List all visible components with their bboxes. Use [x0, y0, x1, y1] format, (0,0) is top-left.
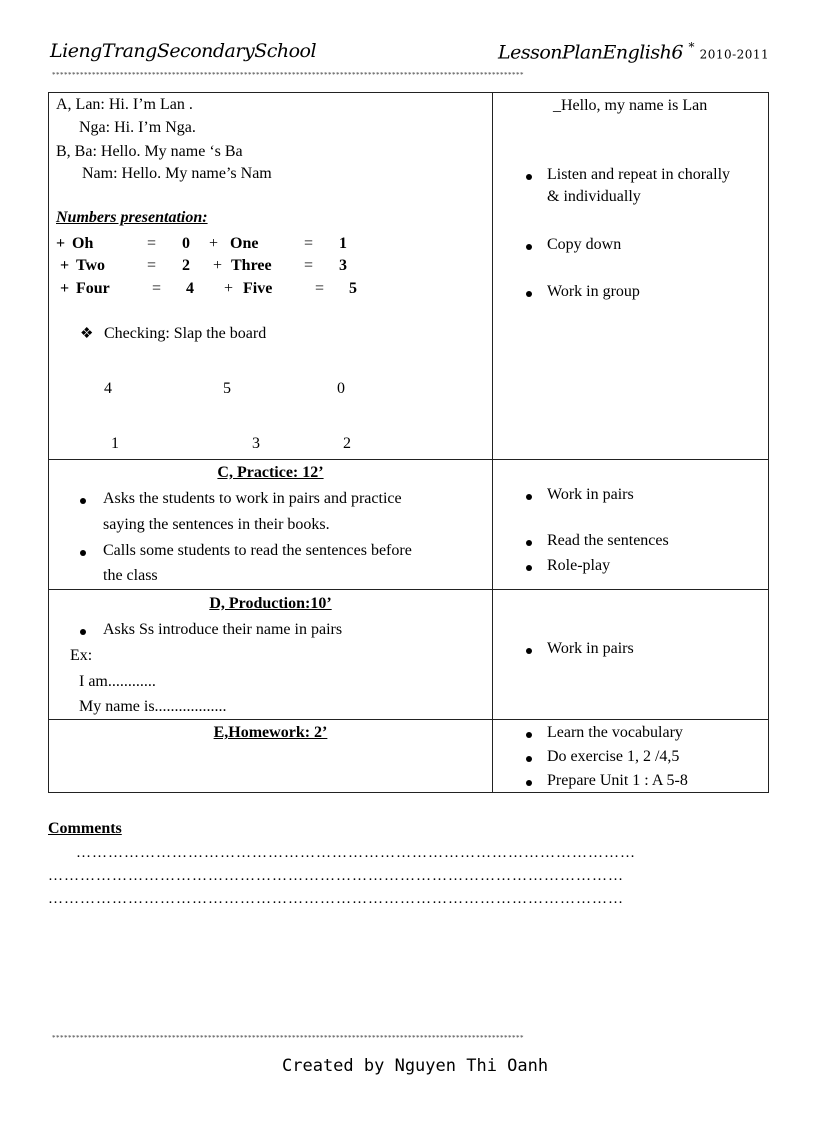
dialogue-a-nga: Nga: Hi. I’m Nga.: [79, 119, 196, 136]
lesson-plan-title: [498, 40, 769, 63]
table-row: [49, 93, 769, 460]
activity-pairs: Work in pairs: [547, 640, 634, 657]
board-number: 3: [252, 435, 260, 452]
table-row: [49, 720, 769, 793]
presentation-cell: [49, 93, 493, 460]
activity-listen-cont: & individually: [547, 188, 641, 205]
number-word: Two: [76, 257, 106, 274]
school-year: 2010-2011: [699, 47, 770, 62]
board-number: 4: [104, 380, 112, 397]
homework-vocabulary: Learn the vocabulary: [547, 724, 683, 741]
bullet: [526, 648, 532, 654]
practice-cell: [49, 460, 493, 590]
header-divider: **********************************************************************************************************************: [52, 72, 524, 78]
production-cell: [49, 590, 493, 720]
bullet: [526, 780, 532, 786]
school-name: LiengTrangSecondarySchool: [50, 40, 317, 62]
activity-pairs: Work in pairs: [547, 486, 634, 503]
bullet: [80, 629, 86, 635]
bullet: [80, 498, 86, 504]
comment-line: ………………………………………………………………………………………………: [48, 891, 624, 907]
dialogue-a-lan: A, Lan: Hi. I’m Lan .: [56, 96, 193, 113]
table-row: [49, 460, 769, 590]
bullet: [526, 494, 532, 500]
activity-roleplay: Role-play: [547, 557, 611, 574]
number-eq: =: [315, 280, 325, 297]
number-value: 4: [186, 280, 194, 297]
dialogue-b-ba: B, Ba: Hello. My name ‘s Ba: [56, 143, 243, 160]
practice-activities-cell: [493, 460, 769, 590]
homework-exercise: Do exercise 1, 2 /4,5: [547, 748, 680, 765]
plan-name: LessonPlanEnglish6: [498, 41, 683, 64]
number-eq: =: [147, 235, 157, 252]
number-value: 0: [182, 235, 190, 252]
comment-line: ……………………………………………………………………………………………: [76, 845, 636, 861]
number-word: Three: [231, 257, 272, 274]
bullet: [526, 244, 532, 250]
number-eq: =: [304, 257, 314, 274]
number-value: 1: [339, 235, 347, 252]
activity-read: Read the sentences: [547, 532, 669, 549]
bullet: [526, 756, 532, 762]
number-plus: +: [209, 235, 219, 252]
activity-group: Work in group: [547, 283, 640, 300]
number-plus: +: [60, 257, 70, 274]
bullet: [526, 732, 532, 738]
number-value: 3: [339, 257, 347, 274]
practice-title: C, Practice: 12’: [217, 464, 324, 481]
activity-copy: Copy down: [547, 236, 622, 253]
number-value: 5: [349, 280, 357, 297]
practice-instruction-1: Asks the students to work in pairs and practice: [103, 490, 402, 507]
number-plus: +: [213, 257, 223, 274]
example-i-am: I am............: [79, 673, 156, 690]
bullet: [526, 174, 532, 180]
practice-instruction-2-cont: the class: [103, 567, 158, 584]
board-number: 0: [337, 380, 345, 397]
number-plus: +: [60, 280, 70, 297]
homework-activities-cell: [493, 720, 769, 793]
number-word: One: [230, 235, 259, 252]
board-number: 1: [111, 435, 119, 452]
footer-credit: Created by Nguyen Thi Oanh: [282, 1056, 549, 1076]
homework-cell: [49, 720, 493, 793]
bullet: [526, 565, 532, 571]
production-activities-cell: [493, 590, 769, 720]
number-word: Four: [76, 280, 110, 297]
numbers-title: Numbers presentation:: [56, 209, 208, 226]
presentation-activities-cell: [493, 93, 769, 460]
example-label: Ex:: [70, 647, 93, 664]
board-number: 5: [223, 380, 231, 397]
comment-line: ………………………………………………………………………………………………: [48, 868, 624, 884]
hello-example: _Hello, my name is Lan: [553, 97, 708, 114]
homework-title: E,Homework: 2’: [213, 724, 328, 741]
homework-prepare: Prepare Unit 1 : A 5-8: [547, 772, 688, 789]
lesson-table: [48, 92, 769, 793]
number-eq: =: [304, 235, 314, 252]
number-word: Oh: [72, 235, 94, 252]
comments-title: Comments: [48, 820, 122, 837]
table-row: [49, 590, 769, 720]
activity-listen: Listen and repeat in chorally: [547, 166, 731, 183]
checking-symbol: ❖: [80, 326, 94, 342]
bullet: [80, 550, 86, 556]
footer-divider: **********************************************************************************************************************: [52, 1035, 524, 1041]
number-plus: +: [224, 280, 234, 297]
bullet: [526, 540, 532, 546]
practice-instruction-2: Calls some students to read the sentences before: [103, 542, 412, 559]
number-value: 2: [182, 257, 190, 274]
production-instruction: Asks Ss introduce their name in pairs: [103, 621, 343, 638]
number-word: Five: [243, 280, 273, 297]
production-title: D, Production:10’: [209, 595, 332, 612]
board-number: 2: [343, 435, 351, 452]
number-eq: =: [152, 280, 162, 297]
number-plus: +: [56, 235, 66, 252]
checking-text: Checking: Slap the board: [104, 325, 267, 342]
number-eq: =: [147, 257, 157, 274]
star-mark: *: [688, 40, 695, 54]
bullet: [526, 291, 532, 297]
example-my-name: My name is..................: [79, 698, 227, 715]
practice-instruction-1-cont: saying the sentences in their books.: [103, 516, 330, 533]
dialogue-b-nam: Nam: Hello. My name’s Nam: [82, 165, 272, 182]
